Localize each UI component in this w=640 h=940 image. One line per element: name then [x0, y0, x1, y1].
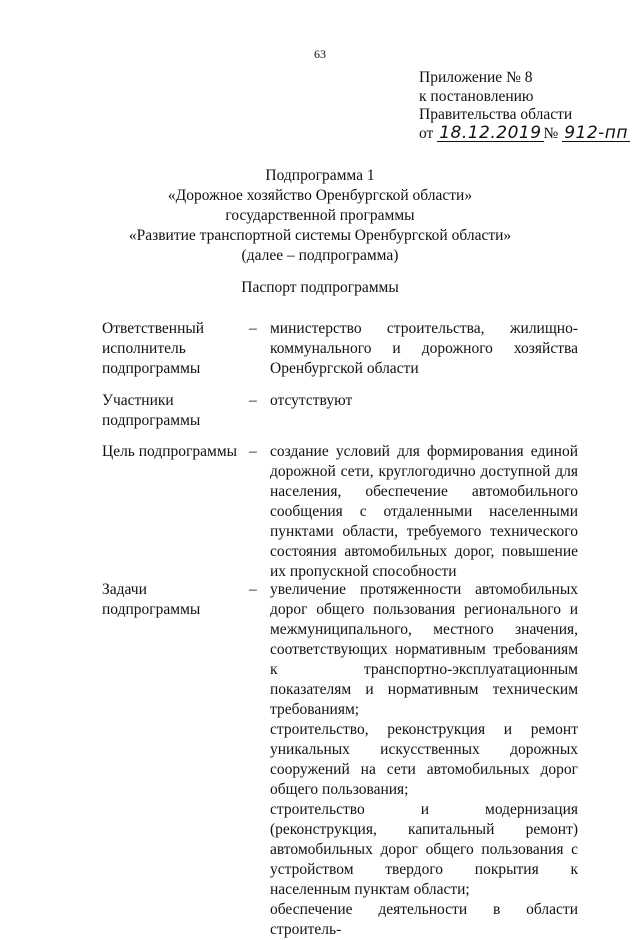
row-value [270, 580, 578, 940]
value-paragraph: обеспечение деятельности в области строитель- [270, 901, 578, 938]
page-number: 63 [314, 47, 326, 61]
value-paragraph: строительство и модернизация (реконструкция, капитальный ремонт) автомобильных дорог общего пользования с устройством твердого покрытия к населенным пунктам области; [270, 801, 578, 898]
value-paragraph: министерство строительства, жилищно-коммунального и дорожного хозяйства Оренбургской области [270, 320, 578, 377]
title-line-3: государственной программы [225, 207, 415, 224]
row-label: Задачи подпрограммы [102, 581, 201, 618]
row-dash: – [249, 320, 257, 337]
row-label: Участники подпрограммы [102, 392, 201, 429]
title-line-4: «Развитие транспортной системы Оренбургской области» [128, 227, 512, 244]
appendix-government: Правительства области [419, 106, 573, 123]
row-dash: – [249, 392, 257, 409]
appendix-resolution: к постановлению [419, 87, 534, 105]
row-dash: – [249, 443, 257, 460]
row-dash: – [249, 581, 257, 598]
row-label: Ответственный исполнитель подпрограммы [102, 320, 205, 377]
handwritten-date: 18.12.2019 [439, 122, 542, 143]
row-value [270, 319, 578, 379]
row-label: Цель подпрограммы [102, 443, 238, 460]
title-line-2: «Дорожное хозяйство Оренбургской области» [167, 187, 473, 204]
row-value [270, 391, 578, 411]
date-prefix: от [419, 124, 434, 142]
passport-heading: Паспорт подпрограммы [241, 279, 399, 296]
appendix-title: Приложение № 8 [419, 69, 533, 86]
value-paragraph: увеличение протяженности автомобильных дорог общего пользования регионального и межмуниципального, местного значения, соответствующих нормативным требованиям к транспортно-эксплуатационным показателям и нормативным техническим требованиям; [270, 581, 578, 718]
title-line-1: Подпрограмма 1 [265, 167, 375, 184]
value-paragraph: строительство, реконструкция и ремонт уникальных искусственных дорожных сооружений на сети автомобильных дорог общего пользования; [270, 721, 578, 798]
document-title [0, 166, 640, 266]
appendix-date-line [419, 122, 630, 144]
value-paragraph: создание условий для формирования единой дорожной сети, круглогодично доступной для населения, обеспечение автомобильного сообщения с отдаленными населенными пунктами области, требуемого технического состояния автомобильных дорог, повышение их пропускной способности [270, 443, 578, 580]
handwritten-number: 912-пп [564, 122, 629, 143]
title-line-5: (далее – подпрограмма) [241, 247, 399, 264]
appendix-block [419, 69, 630, 143]
row-value [270, 442, 578, 582]
number-prefix: № [543, 124, 559, 142]
value-paragraph: отсутствуют [270, 392, 353, 409]
